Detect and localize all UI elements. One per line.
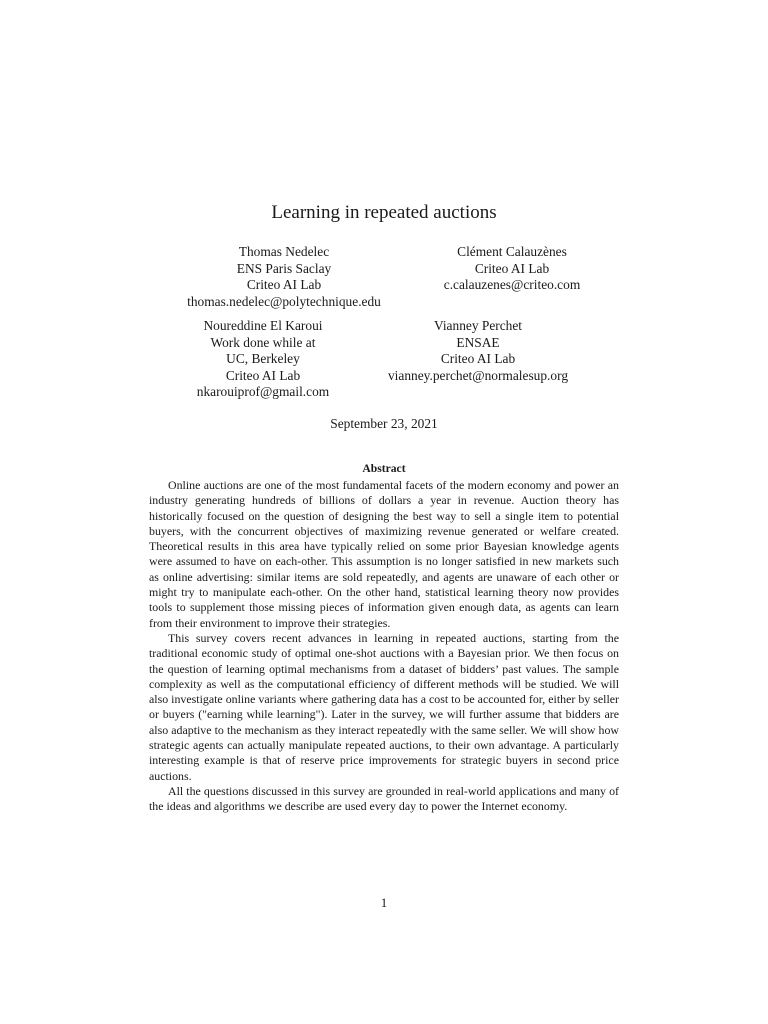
abstract-body bbox=[149, 478, 619, 815]
author-affiliation: Criteo AI Lab bbox=[246, 277, 322, 293]
author-email: vianney.perchet@normalesup.org bbox=[387, 367, 569, 383]
author-note: UC, Berkeley bbox=[226, 351, 300, 367]
author-block-2 bbox=[420, 244, 604, 294]
author-affiliation: Criteo AI Lab bbox=[225, 367, 301, 383]
author-affiliation: Criteo AI Lab bbox=[474, 260, 550, 276]
author-name: Thomas Nedelec bbox=[238, 244, 330, 259]
author-affiliation: ENS Paris Saclay bbox=[236, 260, 332, 276]
author-email: nkarouiprof@gmail.com bbox=[196, 384, 330, 400]
abstract-paragraph: All the questions discussed in this survey are grounded in real-world applications and many of the ideas and algorithms we describe are used every day to power the Internet economy. bbox=[149, 783, 619, 814]
author-affiliation: Criteo AI Lab bbox=[440, 351, 516, 367]
author-email: c.calauzenes@criteo.com bbox=[443, 277, 581, 293]
abstract-paragraph: This survey covers recent advances in learning in repeated auctions, starting from the traditional economic study of optimal one-shot auctions with a Bayesian prior. We then focus on the question of learning optimal mechanisms from a dataset of bidders’ past values. The sample complexity as well as the computational efficiency of different methods will be studied. We will also investigate online variants where gathering data has a cost to be accounted for, either by seller or buyers ("earning while learning"). Later in the survey, we will further assume that bidders are also adaptive to the mechanism as they interact repeatedly with the same seller. We will show how strategic agents can actually manipulate repeated auctions, to their own advantage. A particularly interesting example is that of reserve price improvements for strategic buyers in second price auctions. bbox=[149, 630, 619, 783]
author-block-3 bbox=[180, 318, 346, 401]
author-email: thomas.nedelec@polytechnique.edu bbox=[187, 293, 381, 309]
paper-date: September 23, 2021 bbox=[330, 416, 438, 431]
author-block-4 bbox=[362, 318, 594, 384]
author-affiliation: ENSAE bbox=[456, 334, 500, 350]
author-name: Clément Calauzènes bbox=[457, 244, 567, 259]
author-block-1 bbox=[170, 244, 398, 310]
author-note: Work done while at bbox=[210, 334, 316, 350]
page-number: 1 bbox=[380, 895, 388, 910]
abstract-heading: Abstract bbox=[362, 462, 406, 475]
author-name: Vianney Perchet bbox=[433, 318, 523, 333]
abstract-paragraph: Online auctions are one of the most fundamental facets of the modern economy and power an industry generating hundreds of billions of dollars a year in revenue. Auction theory has historically focused on the question of designing the best way to sell a single item to potential buyers, with the concurrent objectives of maximizing revenue generated or welfare created. Theoretical results in this area have typically relied on some prior Bayesian knowledge agents were assumed to have on each-other. This assumption is no longer satisfied in new markets such as online advertising: similar items are sold repeatedly, and agents are unaware of each other or might try to manipulate each-other. On the other hand, statistical learning theory now provides tools to supplement those missing pieces of information given enough data, as agents can learn from their environment to improve their strategies. bbox=[149, 478, 619, 630]
author-name: Noureddine El Karoui bbox=[203, 318, 323, 333]
paper-title: Learning in repeated auctions bbox=[271, 202, 497, 223]
